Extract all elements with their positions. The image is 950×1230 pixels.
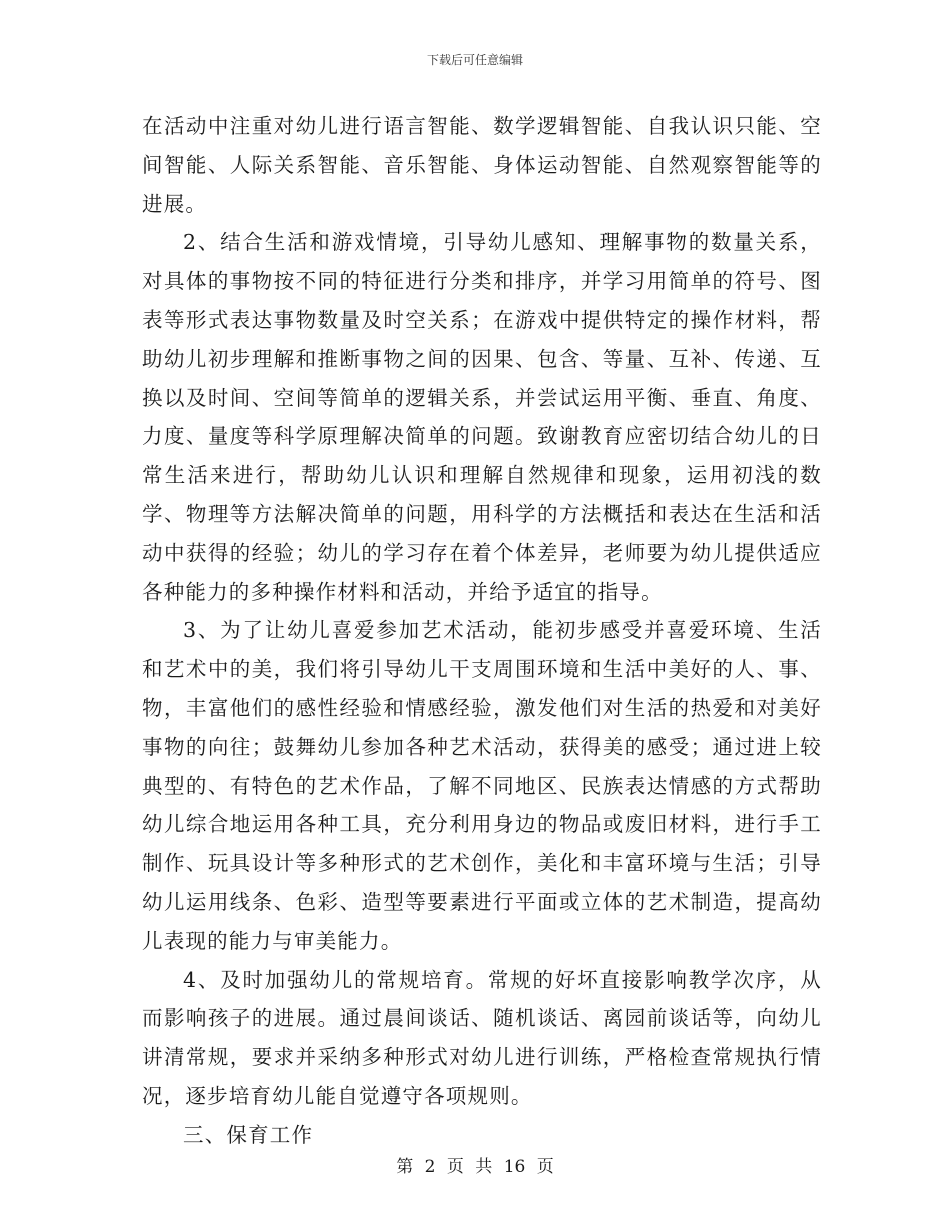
section-heading: 三、保育工作: [183, 1122, 314, 1147]
paragraph-item-3: 3、为了让幼儿喜爱参加艺术活动，能初步感受并喜爱环境、生活和艺术中的美，我们将引导幼儿干支周围环境和生活中美好的人、事、物，丰富他们的感性经验和情感经验，激发他们对生活的热爱和对美好事物的向往；鼓舞幼儿参加各种艺术活动，获得美的感受；通过进上较典型的、有特色的艺术作品，了解不同地区、民族表达情感的方式帮助幼儿综合地运用各种工具，充分利用身边的物品或废旧材料，进行手工制作、玩具设计等多种形式的艺术创作，美化和丰富环境与生活；引导幼儿运用线条、色彩、造型等要素进行平面或立体的艺术制造，提高幼儿表现的能力与审美能力。: [142, 618, 822, 953]
page-header: 下载后可任意编辑: [426, 53, 523, 67]
document-body: [142, 107, 822, 1155]
page-number-footer: 第 2 页 共 16 页: [396, 1157, 554, 1177]
paragraph-continuation: 在活动中注重对幼儿进行语言智能、数学逻辑智能、自我认识只能、空间智能、人际关系智能、音乐智能、身体运动智能、自然观察智能等的进展。: [142, 114, 822, 216]
paragraph-item-2: 2、结合生活和游戏情境，引导幼儿感知、理解事物的数量关系，对具体的事物按不同的特征进行分类和排序，并学习用简单的符号、图表等形式表达事物数量及时空关系；在游戏中提供特定的操作材料，帮助幼儿初步理解和推断事物之间的因果、包含、等量、互补、传递、互换以及时间、空间等简单的逻辑关系，并尝试运用平衡、垂直、角度、力度、量度等科学原理解决简单的问题。致谢教育应密切结合幼儿的日常生活来进行，帮助幼儿认识和理解自然规律和现象，运用初浅的数学、物理等方法解决简单的问题，用科学的方法概括和表达在生活和活动中获得的经验；幼儿的学习存在着个体差异，老师要为幼儿提供适应各种能力的多种操作材料和活动，并给予适宜的指导。: [142, 230, 822, 604]
paragraph-item-4: 4、及时加强幼儿的常规培育。常规的好坏直接影响教学次序，从而影响孩子的进展。通过晨间谈话、随机谈话、离园前谈话等，向幼儿讲清常规，要求并采纳多种形式对幼儿进行训练，严格检查常规执行情况，逐步培育幼儿能自觉遵守各项规则。: [142, 967, 822, 1108]
